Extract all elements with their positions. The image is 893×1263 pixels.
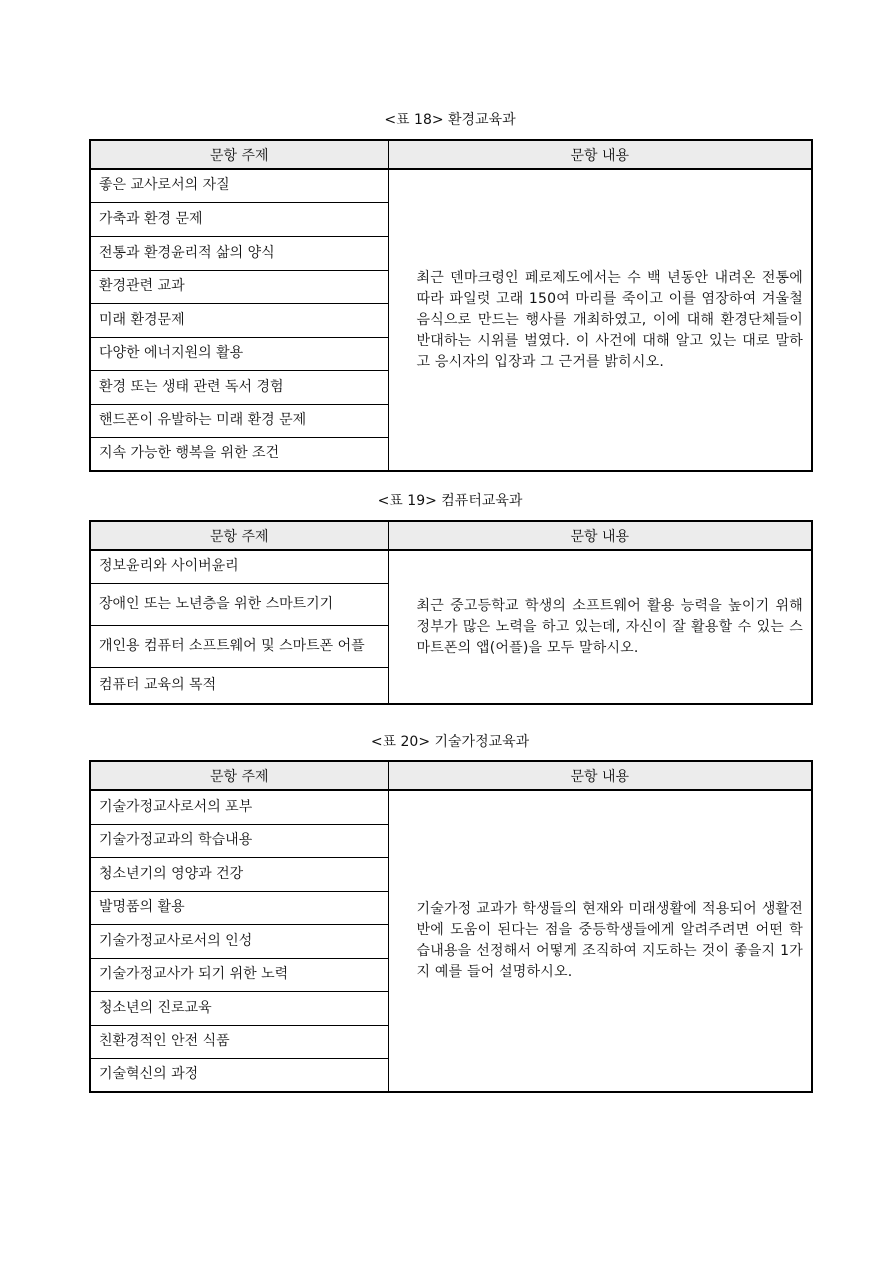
header-content: 문항 내용 bbox=[388, 140, 812, 169]
topic-cell: 환경 또는 생태 관련 독서 경험 bbox=[90, 370, 388, 404]
topic-cell: 다양한 에너지원의 활용 bbox=[90, 337, 388, 370]
topic-cell: 기술가정교사로서의 포부 bbox=[90, 790, 388, 824]
topic-cell: 기술가정교사가 되기 위한 노력 bbox=[90, 958, 388, 991]
table-19-caption: <표 19> 컴퓨터교육과 bbox=[377, 493, 523, 509]
content-cell: 최근 중고등학교 학생의 소프트웨어 활용 능력을 높이기 위해 정부가 많은 노력을 하고 있는데, 자신이 잘 활용할 수 있는 스마트폰의 앱(어플)을 모두 말하시오. bbox=[388, 550, 812, 704]
topic-cell: 기술가정교사로서의 인성 bbox=[90, 924, 388, 958]
topic-cell: 정보윤리와 사이버윤리 bbox=[90, 550, 388, 583]
topic-cell: 청소년의 진로교육 bbox=[90, 991, 388, 1025]
topic-cell: 개인용 컴퓨터 소프트웨어 및 스마트폰 어플 bbox=[90, 625, 388, 667]
topic-cell: 미래 환경문제 bbox=[90, 303, 388, 337]
header-topic: 문항 주제 bbox=[90, 140, 388, 169]
header-topic: 문항 주제 bbox=[90, 521, 388, 550]
table-18 bbox=[89, 139, 813, 472]
table-20-caption: <표 20> 기술가정교육과 bbox=[370, 734, 530, 750]
topic-cell: 가축과 환경 문제 bbox=[90, 202, 388, 236]
topic-cell: 기술가정교과의 학습내용 bbox=[90, 824, 388, 857]
topic-cell: 지속 가능한 행복을 위한 조건 bbox=[90, 437, 388, 471]
header-content: 문항 내용 bbox=[388, 761, 812, 790]
topic-cell: 좋은 교사로서의 자질 bbox=[90, 169, 388, 202]
content-cell: 기술가정 교과가 학생들의 현재와 미래생활에 적용되어 생활전반에 도움이 된다는 점을 중등학생들에게 알려주려면 어떤 학습내용을 선정해서 어떻게 조직하여 지도하는 것이 좋을지 1가지 예를 들어 설명하시오. bbox=[388, 790, 812, 1092]
topic-cell: 발명품의 활용 bbox=[90, 891, 388, 924]
topic-cell: 환경관련 교과 bbox=[90, 270, 388, 303]
topic-cell: 전통과 환경윤리적 삶의 양식 bbox=[90, 236, 388, 270]
topic-cell: 핸드폰이 유발하는 미래 환경 문제 bbox=[90, 404, 388, 437]
topic-cell: 청소년기의 영양과 건강 bbox=[90, 857, 388, 891]
table-19 bbox=[89, 520, 813, 705]
table-20 bbox=[89, 760, 813, 1093]
content-cell: 최근 덴마크령인 페로제도에서는 수 백 년동안 내려온 전통에 따라 파일럿 고래 150여 마리를 죽이고 이를 염장하여 겨울철 음식으로 만드는 행사를 개최하였고, 이에 대해 환경단체들이 반대하는 시위를 벌였다. 이 사건에 대해 알고 있는 대로 말하고 응시자의 입장과 그 근거를 밝히시오. bbox=[388, 169, 812, 471]
topic-cell: 친환경적인 안전 식품 bbox=[90, 1025, 388, 1058]
header-content: 문항 내용 bbox=[388, 521, 812, 550]
table-18-caption: <표 18> 환경교육과 bbox=[384, 112, 516, 128]
header-topic: 문항 주제 bbox=[90, 761, 388, 790]
topic-cell: 기술혁신의 과정 bbox=[90, 1058, 388, 1092]
topic-cell: 컴퓨터 교육의 목적 bbox=[90, 667, 388, 704]
topic-cell: 장애인 또는 노년층을 위한 스마트기기 bbox=[90, 583, 388, 625]
